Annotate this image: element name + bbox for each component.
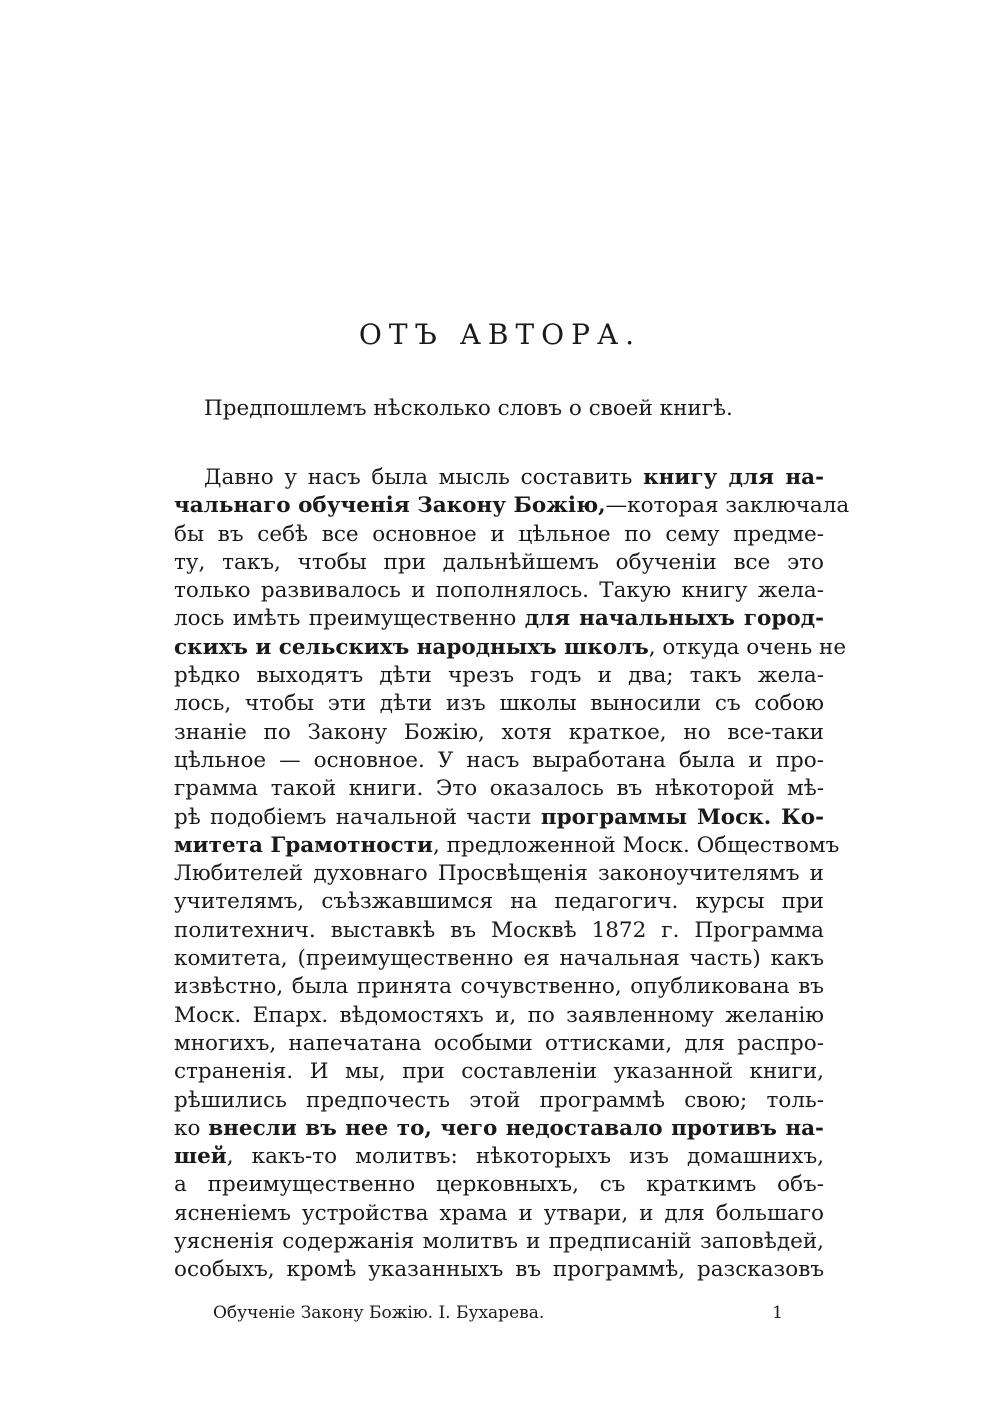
text-line [174,1228,824,1256]
text-segment: страненія. И мы, при составленіи указанной книги, [174,1059,824,1085]
text-segment: а преимущественно церковныхъ, съ краткимъ объ- [174,1172,824,1198]
text-line [174,804,824,832]
text-segment: , предложенной Моск. Обществомъ [432,832,840,858]
bold-text-segment: митета Грамотности [174,832,433,858]
text-segment: , какъ-то молитвъ: нѣкоторыхъ изъ домашнихъ, [226,1144,824,1170]
text-segment: грамма такой книги. Это оказалось въ нѣкоторой мѣ- [174,776,824,802]
text-line [174,690,824,718]
text-segment: рѣдко выходятъ дѣти чрезъ годъ и два; такъ жела- [174,663,824,689]
text-segment: многихъ, напечатана особыми оттисками, для распро- [174,1030,824,1056]
bold-text-segment: чальнаго обученія Закону Божію, [174,493,606,519]
text-line [174,945,824,973]
bold-text-segment: шей [174,1144,227,1170]
text-segment: ко [174,1115,209,1141]
text-line [174,549,824,577]
text-line [174,917,824,945]
text-line [174,634,847,662]
text-line [174,464,824,492]
text-line [174,747,824,775]
text-line [174,1030,824,1058]
text-segment: ясненіемъ устройства храма и утвари, и для большаго [174,1200,824,1226]
text-line [174,832,840,860]
text-line [174,1256,824,1284]
text-segment: рѣ подобіемъ начальной части [174,804,541,830]
text-segment: бы въ себѣ все основное и цѣльное по сему предме- [174,521,824,547]
text-line [174,775,824,803]
text-segment: лось, чтобы эти дѣти изъ школы выносили съ собою [174,691,824,717]
text-line [174,662,824,690]
text-line [174,1171,824,1199]
text-segment: учителямъ, съѣзжавшимся на педагогич. курсы при [174,889,824,915]
body-text [174,464,850,1285]
text-segment: —которая заключала [605,493,850,519]
text-segment: ту, такъ, чтобы при дальнѣйшемъ обученіи все это [174,549,824,575]
text-segment: знаніе по Закону Божію, хотя краткое, но все-таки [174,719,824,745]
text-segment: извѣстно, была принята сочувственно, опубликована въ [174,974,824,1000]
intro-sentence: Предпошлемъ нѣсколько словъ о своей книгѣ. [204,396,733,421]
text-segment: цѣльное — основное. У насъ выработана была и про- [174,747,824,773]
text-line [174,719,824,747]
text-segment: Давно у насъ была мысль составить [204,465,644,490]
text-segment: только развивалось и пополнялось. Такую книгу жела- [174,578,824,604]
text-line [174,1002,824,1030]
text-line [174,888,824,916]
text-line [174,605,824,633]
text-line [174,1143,824,1171]
text-line [174,1058,824,1086]
text-segment: политехнич. выставкѣ въ Москвѣ 1872 г. Программа [174,917,824,943]
text-segment: особыхъ, кромѣ указанныхъ въ программѣ, разсказовъ [174,1257,824,1283]
text-line [174,860,824,888]
bold-text-segment: книгу для на- [643,465,824,490]
text-segment: лось имѣть преимущественно [174,606,525,632]
bold-text-segment: программы Моск. Ко- [540,804,824,830]
bold-text-segment: для начальныхъ город- [524,606,824,632]
footer-title: Обученіе Закону Божію. І. Бухарева. [213,1303,545,1323]
bold-text-segment: внесли въ нее то, чего недоставало противъ на- [208,1115,824,1141]
text-line [174,1087,824,1115]
text-line [174,1200,824,1228]
text-line [174,973,824,1001]
text-segment: комитета, (преимущественно ея начальная часть) какъ [174,946,824,972]
text-segment: , откуда очень не [648,634,847,660]
text-line [174,492,850,520]
text-segment: уясненія содержанія молитвъ и предписаній заповѣдей, [174,1229,824,1255]
text-segment: Любителей духовнаго Просвѣщенія законоучителямъ и [174,861,824,887]
text-line [174,1115,824,1143]
page-title: ОТЪ АВТОРА. [358,318,642,351]
text-line [174,521,824,549]
text-segment: рѣшились предпочесть этой программѣ свою; толь- [174,1087,824,1113]
text-line [174,577,824,605]
bold-text-segment: скихъ и сельскихъ народныхъ школъ [174,634,649,660]
text-segment: Моск. Епарх. вѣдомостяхъ и, по заявленному желанію [174,1002,824,1028]
signature-mark: 1 [772,1303,783,1323]
